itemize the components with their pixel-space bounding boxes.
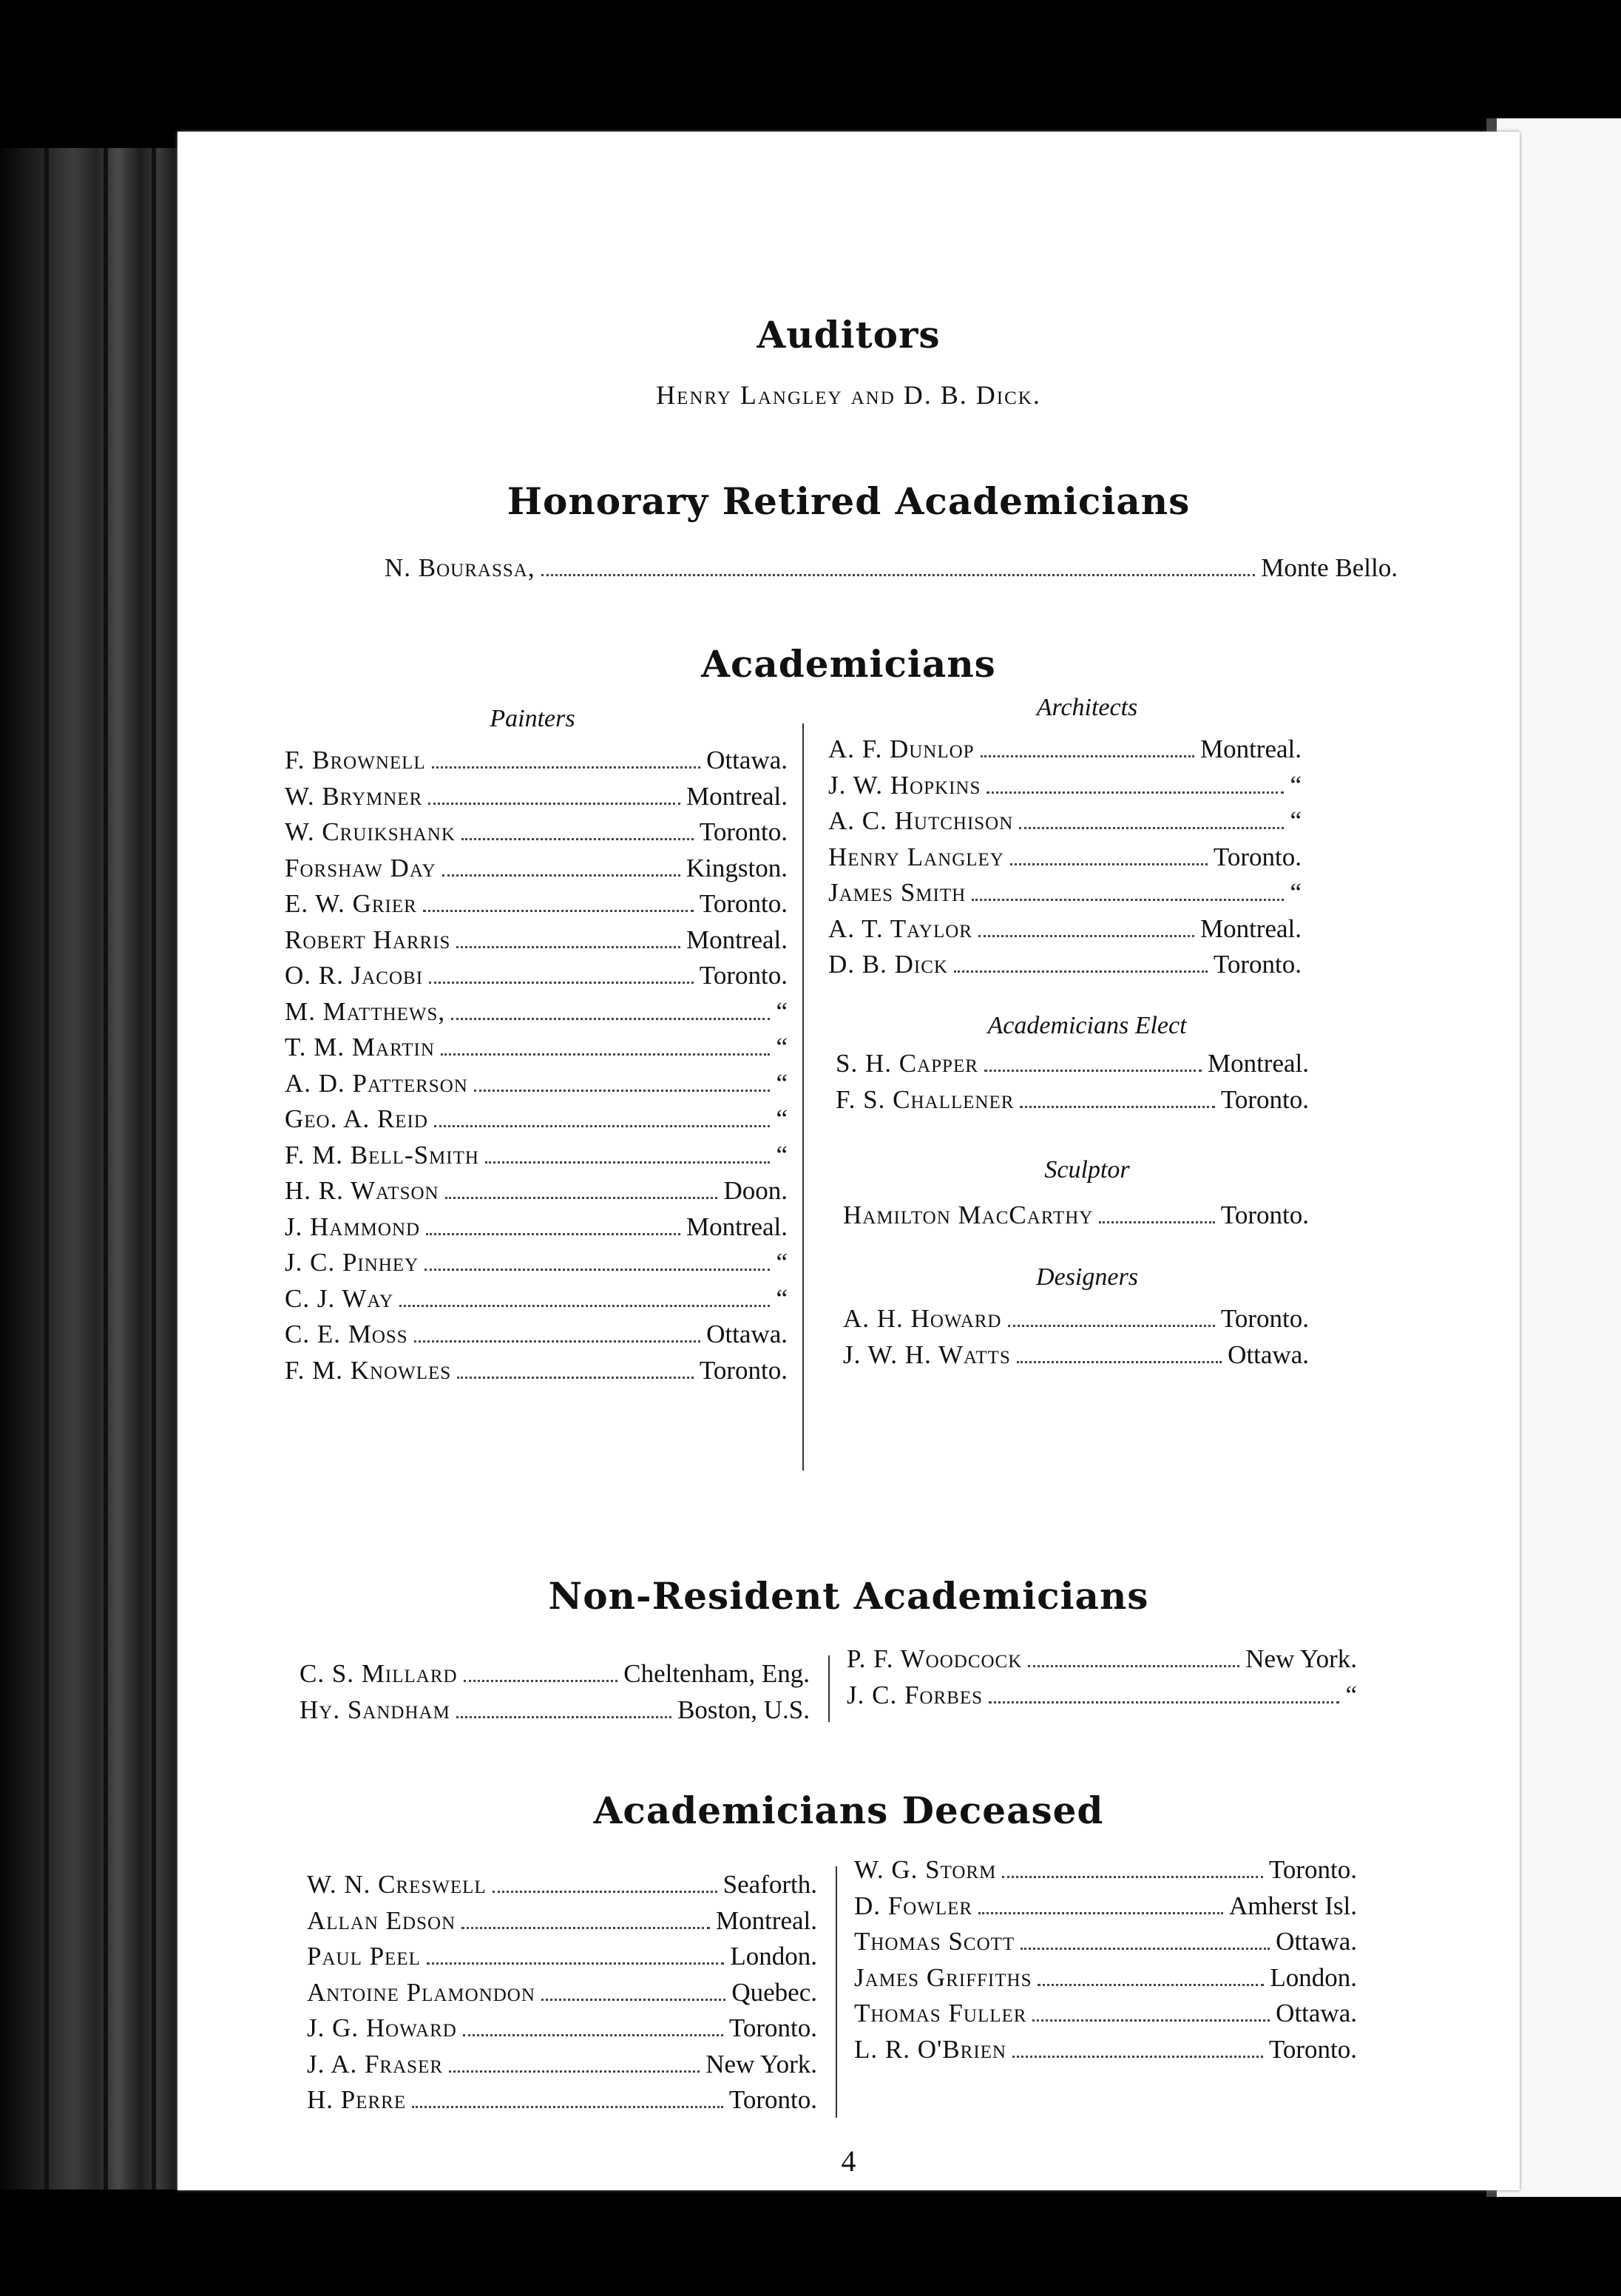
list-entry	[854, 1891, 1357, 1921]
list-entry	[854, 2035, 1357, 2064]
list-entry	[847, 1681, 1357, 1710]
entry-name: Thomas Fuller	[854, 1999, 1027, 2027]
list-entry	[285, 1356, 788, 1385]
list-entry	[828, 735, 1302, 764]
list-entry	[285, 746, 788, 775]
entry-place: Ottawa.	[706, 1320, 788, 1348]
leader-dots	[1020, 1105, 1215, 1108]
painters-label: Painters	[490, 705, 575, 732]
leader-dots	[427, 1962, 724, 1965]
entry-name: A. H. Howard	[843, 1304, 1002, 1333]
list-entry	[285, 925, 788, 955]
leader-dots	[456, 945, 680, 948]
list-entry	[836, 1085, 1309, 1115]
entry-name: D. B. Dick	[828, 950, 948, 979]
entry-place: New York.	[705, 2049, 817, 2079]
entry-place: Montreal.	[715, 1905, 817, 1935]
entry-name: J. G. Howard	[307, 2013, 457, 2042]
leader-dots	[1008, 1324, 1215, 1327]
leader-dots	[441, 1053, 771, 1056]
entry-name: F. M. Bell-Smith	[285, 1140, 479, 1169]
entry-place: “	[776, 1140, 788, 1169]
entry-name: J. A. Fraser	[307, 2049, 444, 2079]
entry-place: London.	[730, 1942, 817, 1971]
leader-dots	[978, 1911, 1223, 1914]
entry-name: Paul Peel	[307, 1942, 421, 1971]
leader-dots	[442, 874, 680, 877]
leader-dots	[457, 1376, 694, 1379]
entry-place: Toronto.	[699, 889, 788, 918]
academicians-heading: Academicians	[701, 642, 996, 686]
list-entry	[285, 997, 788, 1027]
leader-dots	[1099, 1220, 1215, 1223]
entry-name: F. M. Knowles	[285, 1355, 452, 1385]
leader-dots	[456, 1715, 671, 1718]
entry-name: P. F. Woodcock	[847, 1644, 1023, 1673]
leader-dots	[428, 802, 680, 805]
list-entry	[285, 1212, 788, 1242]
list-entry	[854, 1963, 1357, 1993]
page	[177, 132, 1520, 2190]
entry-place: Montreal.	[686, 925, 788, 954]
entry-name: D. Fowler	[854, 1891, 973, 1920]
leader-dots	[445, 1196, 718, 1199]
leader-dots	[1017, 1360, 1222, 1363]
entry-name: Antoine Plamondon	[307, 1977, 535, 2007]
leader-dots	[429, 981, 694, 984]
entry-place: “	[1290, 770, 1302, 800]
list-entry	[285, 1248, 788, 1277]
entry-place: “	[776, 996, 788, 1026]
entry-name: E. W. Grier	[285, 889, 417, 918]
entry-place: Montreal.	[686, 781, 788, 811]
entry-name: J. Hammond	[285, 1212, 421, 1241]
entry-place: Toronto.	[1213, 842, 1302, 871]
entry-place: Toronto.	[1220, 1084, 1309, 1114]
list-entry	[285, 961, 788, 990]
column-divider	[802, 723, 804, 1471]
auditors-names: Henry Langley and D. B. Dick.	[656, 380, 1041, 410]
entry-place: “	[776, 1283, 788, 1313]
leader-dots	[432, 766, 700, 769]
leader-dots	[493, 1890, 717, 1893]
list-entry	[307, 2085, 817, 2115]
entry-name: Hy. Sandham	[300, 1695, 450, 1724]
entry-name: W. Brymner	[285, 781, 423, 811]
entry-place: “	[776, 1033, 788, 1061]
list-entry	[300, 1695, 810, 1725]
leader-dots	[981, 754, 1194, 757]
entry-name: J. C. Forbes	[847, 1680, 984, 1709]
entry-name: A. F. Dunlop	[828, 735, 975, 763]
deceased-heading: Academicians Deceased	[593, 1789, 1104, 1832]
leader-dots	[541, 1998, 725, 2001]
list-entry	[854, 1855, 1357, 1885]
entry-place: “	[776, 1068, 788, 1098]
leader-dots	[399, 1304, 770, 1307]
entry-place: Kingston.	[686, 853, 788, 882]
entry-name: W. Cruikshank	[285, 817, 456, 846]
architects-label: Architects	[1036, 694, 1138, 721]
list-entry	[307, 1870, 817, 1900]
honorary-entry	[385, 553, 1398, 583]
list-entry	[828, 771, 1302, 800]
entry-name: W. N. Creswell	[307, 1870, 487, 1899]
list-entry	[843, 1304, 1309, 1334]
entry-place: “	[1290, 806, 1302, 835]
entry-place: Toronto.	[699, 1355, 788, 1385]
list-entry	[854, 1927, 1357, 1956]
leader-dots	[1010, 862, 1208, 865]
elect-label: Academicians Elect	[987, 1012, 1187, 1039]
leader-dots	[989, 1701, 1339, 1704]
leader-dots	[485, 1161, 771, 1164]
leader-dots	[423, 909, 694, 912]
leader-dots	[1002, 1875, 1263, 1878]
non-resident-heading: Non-Resident Academicians	[548, 1574, 1149, 1618]
entry-name: M. Matthews,	[285, 996, 446, 1026]
entry-place: “	[1345, 1680, 1357, 1709]
entry-place: Boston, U.S.	[677, 1695, 810, 1724]
entry-name: Henry Langley	[828, 842, 1004, 871]
entry-place: Ottawa.	[1228, 1340, 1309, 1369]
entry-name: J. W. Hopkins	[828, 770, 981, 800]
list-entry	[307, 2050, 817, 2079]
list-entry	[828, 806, 1302, 836]
leader-dots	[424, 1268, 770, 1271]
leader-dots	[978, 934, 1194, 937]
leader-dots	[414, 1340, 700, 1343]
list-entry	[285, 854, 788, 883]
list-entry	[285, 1320, 788, 1349]
leader-dots	[984, 1069, 1202, 1072]
entry-place: Montreal.	[1199, 735, 1302, 763]
entry-place: Toronto.	[728, 2085, 817, 2114]
book-binding	[0, 148, 200, 2189]
entry-place: Toronto.	[1213, 950, 1302, 979]
entry-place: Toronto.	[1268, 2034, 1357, 2064]
leader-dots	[474, 1089, 771, 1092]
list-entry	[843, 1201, 1309, 1230]
list-entry	[285, 889, 788, 919]
entry-name: A. D. Patterson	[285, 1068, 468, 1098]
entry-place: New York.	[1245, 1644, 1357, 1673]
entry-place: “	[776, 1104, 788, 1133]
list-entry	[828, 843, 1302, 872]
entry-place: Toronto.	[1220, 1304, 1309, 1333]
entry-place: London.	[1270, 1962, 1357, 1992]
list-entry	[307, 1978, 817, 2008]
list-entry	[854, 1999, 1357, 2028]
entry-name: James Griffiths	[854, 1962, 1032, 1992]
entry-name: N. Bourassa,	[385, 553, 535, 582]
list-entry	[307, 1942, 817, 1971]
list-entry	[307, 1906, 817, 1936]
entry-place: Cheltenham, Eng.	[623, 1659, 810, 1688]
column-divider	[828, 1655, 830, 1722]
list-entry	[285, 1104, 788, 1134]
list-entry	[285, 817, 788, 847]
list-entry	[828, 950, 1302, 979]
list-entry	[843, 1340, 1309, 1370]
entry-name: L. R. O'Brien	[854, 2034, 1006, 2064]
leader-dots	[972, 898, 1284, 901]
list-entry	[836, 1049, 1309, 1078]
entry-place: Monte Bello.	[1261, 553, 1398, 582]
list-entry	[300, 1659, 810, 1689]
leader-dots	[434, 1124, 771, 1127]
leader-dots	[1028, 1664, 1239, 1667]
entry-name: W. G. Storm	[854, 1855, 997, 1884]
page-number: 4	[841, 2144, 856, 2178]
entry-place: Ottawa.	[1276, 1927, 1357, 1956]
entry-name: F. S. Challener	[836, 1084, 1015, 1114]
sculptor-label: Sculptor	[1044, 1156, 1130, 1184]
list-entry	[285, 1176, 788, 1206]
entry-name: Forshaw Day	[285, 853, 436, 882]
leader-dots	[461, 837, 694, 840]
entry-name: H. Perre	[307, 2085, 407, 2114]
leader-dots	[987, 791, 1284, 794]
entry-place: “	[1290, 878, 1302, 907]
list-entry	[828, 878, 1302, 908]
entry-name: H. R. Watson	[285, 1176, 439, 1205]
auditors-heading: Auditors	[757, 313, 941, 357]
leader-dots	[461, 1926, 710, 1929]
entry-place: Montreal.	[686, 1212, 788, 1241]
entry-name: Hamilton MacCarthy	[843, 1201, 1094, 1229]
list-entry	[285, 782, 788, 811]
designers-label: Designers	[1036, 1263, 1138, 1291]
entry-name: S. H. Capper	[836, 1049, 978, 1078]
list-entry	[285, 1069, 788, 1098]
leader-dots	[1021, 1947, 1270, 1950]
entry-place: Montreal.	[1199, 914, 1302, 943]
entry-name: O. R. Jacobi	[285, 961, 424, 990]
entry-name: Allan Edson	[307, 1905, 456, 1935]
entry-name: A. C. Hutchison	[828, 806, 1014, 835]
entry-place: Toronto.	[1220, 1201, 1309, 1229]
entry-place: Ottawa.	[706, 746, 788, 774]
column-divider	[836, 1866, 837, 2118]
honorary-heading: Honorary Retired Academicians	[507, 479, 1191, 523]
entry-place: Seaforth.	[722, 1870, 817, 1899]
entry-place: Toronto.	[728, 2013, 817, 2042]
entry-place: Ottawa.	[1276, 1999, 1357, 2027]
entry-name: F. Brownell	[285, 746, 426, 774]
list-entry	[285, 1284, 788, 1314]
entry-place: Toronto.	[699, 961, 788, 990]
entry-place: Quebec.	[731, 1977, 817, 2007]
list-entry	[847, 1644, 1357, 1674]
entry-place: Toronto.	[699, 817, 788, 846]
entry-name: T. M. Martin	[285, 1033, 435, 1061]
leader-dots	[541, 573, 1256, 576]
entry-name: James Smith	[828, 878, 967, 907]
list-entry	[307, 2013, 817, 2043]
leader-dots	[1038, 1983, 1264, 1986]
entry-name: C. J. Way	[285, 1283, 394, 1313]
entry-place: Amherst Isl.	[1228, 1891, 1357, 1920]
entry-name: C. S. Millard	[300, 1659, 458, 1688]
leader-dots	[412, 2105, 723, 2108]
leader-dots	[1032, 2019, 1270, 2022]
entry-name: Thomas Scott	[854, 1927, 1015, 1956]
leader-dots	[463, 2033, 723, 2036]
entry-name: C. E. Moss	[285, 1320, 408, 1348]
entry-place: Doon.	[723, 1176, 788, 1205]
leader-dots	[451, 1017, 770, 1020]
list-entry	[285, 1033, 788, 1062]
leader-dots	[954, 970, 1208, 973]
entry-name: A. T. Taylor	[828, 914, 972, 943]
entry-place: Montreal.	[1207, 1049, 1309, 1078]
leader-dots	[464, 1679, 618, 1682]
entry-name: J. C. Pinhey	[285, 1248, 419, 1277]
leader-dots	[426, 1232, 680, 1235]
leader-dots	[1019, 826, 1284, 829]
leader-dots	[449, 2070, 700, 2073]
list-entry	[285, 1141, 788, 1170]
entry-place: Toronto.	[1268, 1855, 1357, 1884]
entry-name: Robert Harris	[285, 925, 451, 954]
entry-name: Geo. A. Reid	[285, 1104, 428, 1133]
entry-name: J. W. H. Watts	[843, 1340, 1011, 1369]
list-entry	[828, 914, 1302, 944]
entry-place: “	[776, 1248, 788, 1277]
leader-dots	[1012, 2055, 1263, 2058]
